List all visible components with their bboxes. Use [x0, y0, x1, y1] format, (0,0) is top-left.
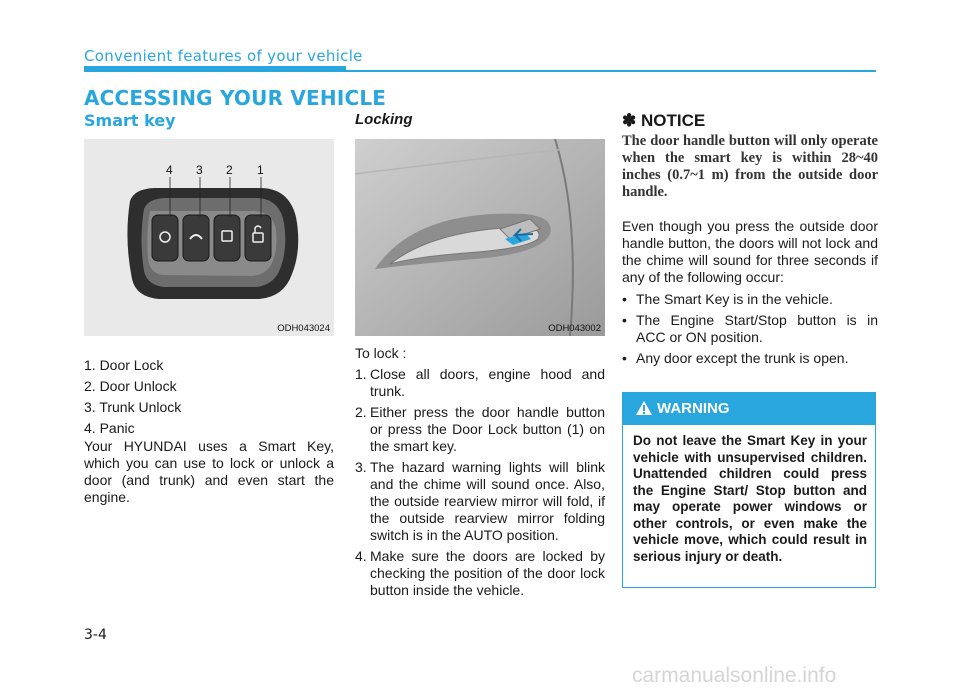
- step-number: 3.: [355, 459, 367, 475]
- callout-2: 2: [226, 163, 233, 177]
- notice-bullet: [622, 291, 878, 308]
- notice-paragraph: Even though you press the outside door handle button, the doors will not lock and the chime will sound for three seconds if any of the following occur:: [622, 218, 878, 285]
- step-number: 4.: [355, 548, 367, 564]
- header-rule: [346, 70, 876, 72]
- locking-step: [355, 459, 605, 544]
- step-number: 2.: [355, 404, 367, 420]
- button-list: [84, 357, 334, 437]
- list-item: 3. Trunk Unlock: [84, 399, 182, 415]
- warning-box: [622, 392, 876, 588]
- figure-code: ODH043002: [548, 323, 601, 334]
- step-text: The hazard warning lights will blink and the chime will sound once. Also, the outside rearview mirror will fold, if the outside rearview mirror folding switch is in the AUTO position.: [370, 459, 605, 543]
- door-handle-illustration: [355, 139, 605, 336]
- step-number: 1.: [355, 366, 367, 382]
- callout-4: 4: [166, 163, 173, 177]
- locking-step: [355, 404, 605, 455]
- locking-text: [355, 345, 605, 599]
- smart-key-subtitle: Smart key: [84, 111, 176, 130]
- callout-1: 1: [257, 163, 264, 177]
- list-item: 4. Panic: [84, 420, 135, 436]
- chapter-title: ACCESSING YOUR VEHICLE: [84, 86, 387, 110]
- notice-bullet: [622, 350, 878, 367]
- notice-bold-text: The door handle button will only operate when the smart key is within 28~40 inches (0.7~1 m) from the outside door handle.: [622, 133, 878, 200]
- bullet-text: The Engine Start/Stop button is in ACC or ON position.: [636, 312, 878, 345]
- smart-key-figure: [84, 139, 334, 336]
- bullet-dot: •: [622, 350, 627, 366]
- locking-heading: Locking: [355, 111, 413, 128]
- bullet-text: The Smart Key is in the vehicle.: [636, 291, 833, 307]
- step-text: Either press the door handle button or press the Door Lock button (1) on the smart key.: [370, 404, 605, 454]
- bullet-dot: •: [622, 291, 627, 307]
- door-handle-figure: [355, 139, 605, 336]
- warning-triangle-icon: [635, 400, 653, 416]
- callout-3: 3: [196, 163, 203, 177]
- bullet-dot: •: [622, 312, 627, 328]
- warning-header: [623, 393, 875, 425]
- bullet-text: Any door except the trunk is open.: [636, 350, 849, 366]
- figure-code: ODH043024: [277, 323, 330, 334]
- page-number: 3-4: [84, 627, 107, 643]
- locking-intro: To lock :: [355, 345, 407, 361]
- smart-key-text: [84, 357, 334, 506]
- smart-key-paragraph: Your HYUNDAI uses a Smart Key, which you can use to lock or unlock a door (and trunk) and even start the engine.: [84, 438, 334, 505]
- step-text: Make sure the doors are locked by checking the position of the door lock button inside the vehicle.: [370, 548, 605, 598]
- header-accent-bar: [84, 66, 346, 72]
- smart-key-illustration: [84, 139, 334, 336]
- warning-text: Do not leave the Smart Key in your vehicle with unsupervised children. Unattended children could press the Engine Start/ Stop button and may operate power windows or other controls, or even make the vehicle move, which could result in serious injury or death.: [633, 433, 867, 564]
- section-header: Convenient features of your vehicle: [84, 47, 363, 65]
- warning-label: WARNING: [657, 400, 730, 417]
- notice-bullet: [622, 312, 878, 346]
- watermark: carmanualsonline.info: [632, 664, 837, 687]
- notice-heading: ✽ NOTICE: [622, 111, 706, 130]
- notice-body: [622, 218, 878, 367]
- locking-step: [355, 548, 605, 599]
- list-item: 2. Door Unlock: [84, 378, 177, 394]
- locking-step: [355, 366, 605, 400]
- step-text: Close all doors, engine hood and trunk.: [370, 366, 605, 399]
- list-item: 1. Door Lock: [84, 357, 164, 373]
